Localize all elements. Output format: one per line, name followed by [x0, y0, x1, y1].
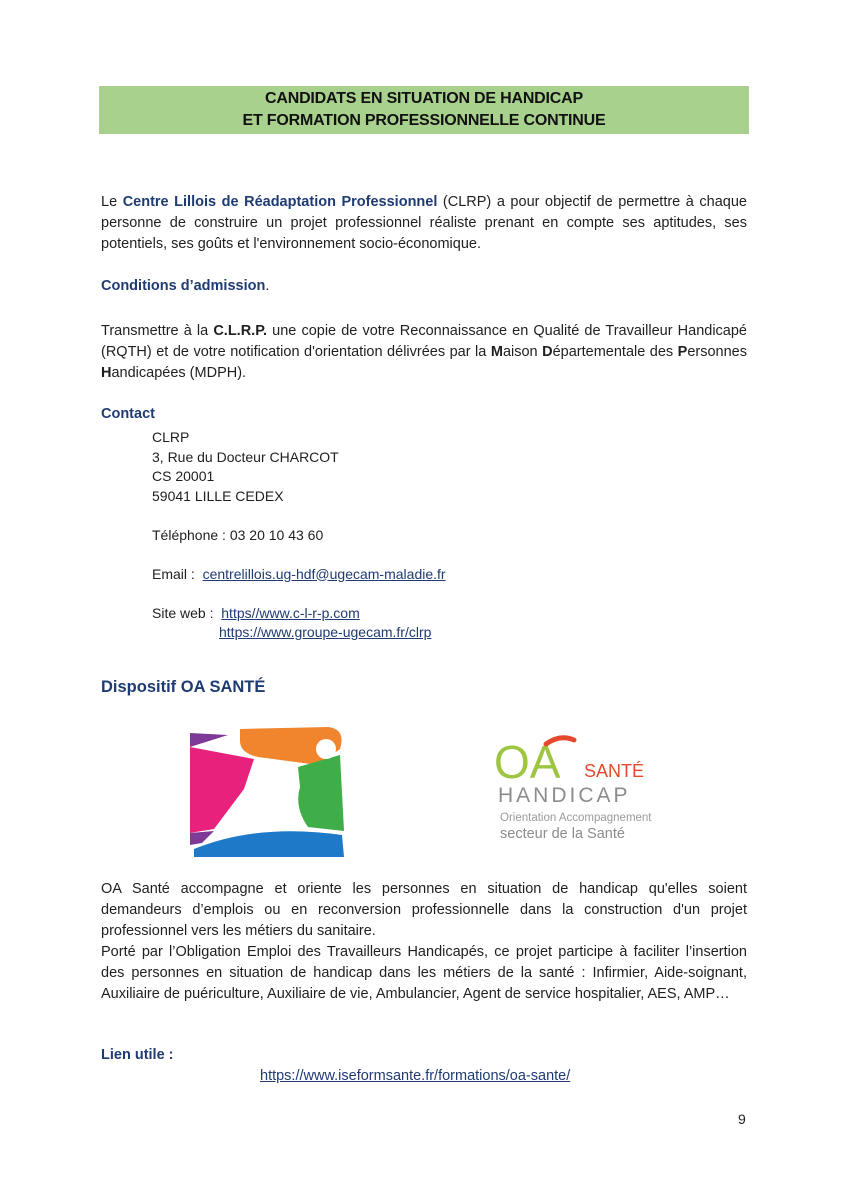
oa-sante-link[interactable]: https://www.iseformsante.fr/formations/oa-sante/ — [260, 1068, 571, 1084]
contact-address-3: 59041 LILLE CEDEX — [152, 487, 284, 504]
page-title-banner — [99, 86, 749, 134]
website-link-2[interactable]: https://www.groupe-ugecam.fr/clrp — [219, 624, 432, 640]
oa-paragraph-2: Porté par l’Obligation Emploi des Travailleurs Handicapés, ce projet participe à faciliter l’insertion des personnes en situation de handicap dans les métiers de la santé : Infirmier, Aide-soignant, Auxiliaire de puériculture, Auxiliaire de vie, Ambulancier, Agent de service hospitalier, AES, AMP… — [101, 944, 747, 1002]
contact-address-1: 3, Rue du Docteur CHARCOT — [152, 448, 339, 465]
handicap-figure-logo — [188, 723, 350, 858]
admission-heading: Conditions d’admission. — [101, 278, 270, 294]
org-name: Centre Lillois de Réadaptation Professionnel — [122, 194, 438, 210]
email-label: Email : — [152, 565, 195, 582]
contact-email-row — [152, 565, 446, 585]
intro-paragraph: Le Centre Lillois de Réadaptation Professionnel (CLRP) a pour objectif de permettre à chaque personne de construire un projet professionnel réaliste prenant en compte ses aptitudes, ses potentiels, ses goûts et l'environnement socio-économique. — [101, 194, 747, 252]
website-link-1[interactable]: https//www.c-l-r-p.com — [221, 604, 360, 621]
logo-oa-text: OA — [494, 736, 561, 788]
oa-sante-logo — [494, 730, 664, 845]
web-label: Site web : — [152, 604, 214, 621]
oa-paragraph-1: OA Santé accompagne et oriente les personnes en situation de handicap qu'elles soient demandeurs d’emplois ou en reconversion professionnelle dans la construction d'un projet professionnel vers les métiers du sanitaire. — [101, 881, 747, 939]
logo-handicap-text: HANDICAP — [498, 784, 631, 807]
contact-web-row — [152, 604, 446, 624]
page-number: 9 — [738, 1111, 746, 1127]
title-line-2: ET FORMATION PROFESSIONNELLE CONTINUE — [242, 112, 606, 129]
contact-heading: Contact — [101, 406, 155, 422]
logo-sante-text: SANTÉ — [584, 761, 645, 781]
useful-link-row — [260, 1068, 570, 1084]
contact-block — [152, 428, 446, 643]
email-link[interactable]: centrelillois.ug-hdf@ugecam-maladie.fr — [202, 565, 446, 582]
useful-link-heading: Lien utile : — [101, 1047, 174, 1063]
oa-section-title: Dispositif OA SANTÉ — [101, 678, 266, 696]
contact-phone: Téléphone : 03 20 10 43 60 — [152, 526, 324, 543]
admission-paragraph: Transmettre à la C.L.R.P. une copie de votre Reconnaissance en Qualité de Travailleur Handicapé (RQTH) et de votre notification d'orientation délivrées par la Maison Départementale des Personnes Handicapées (MDPH). — [101, 323, 747, 381]
title-line-1: CANDIDATS EN SITUATION DE HANDICAP — [265, 90, 583, 107]
contact-web-row-2 — [152, 623, 446, 643]
logo-line-2: secteur de la Santé — [500, 826, 625, 842]
contact-address-2: CS 20001 — [152, 468, 215, 484]
contact-name: CLRP — [152, 429, 190, 445]
logo-line-1: Orientation Accompagnement — [500, 812, 652, 824]
